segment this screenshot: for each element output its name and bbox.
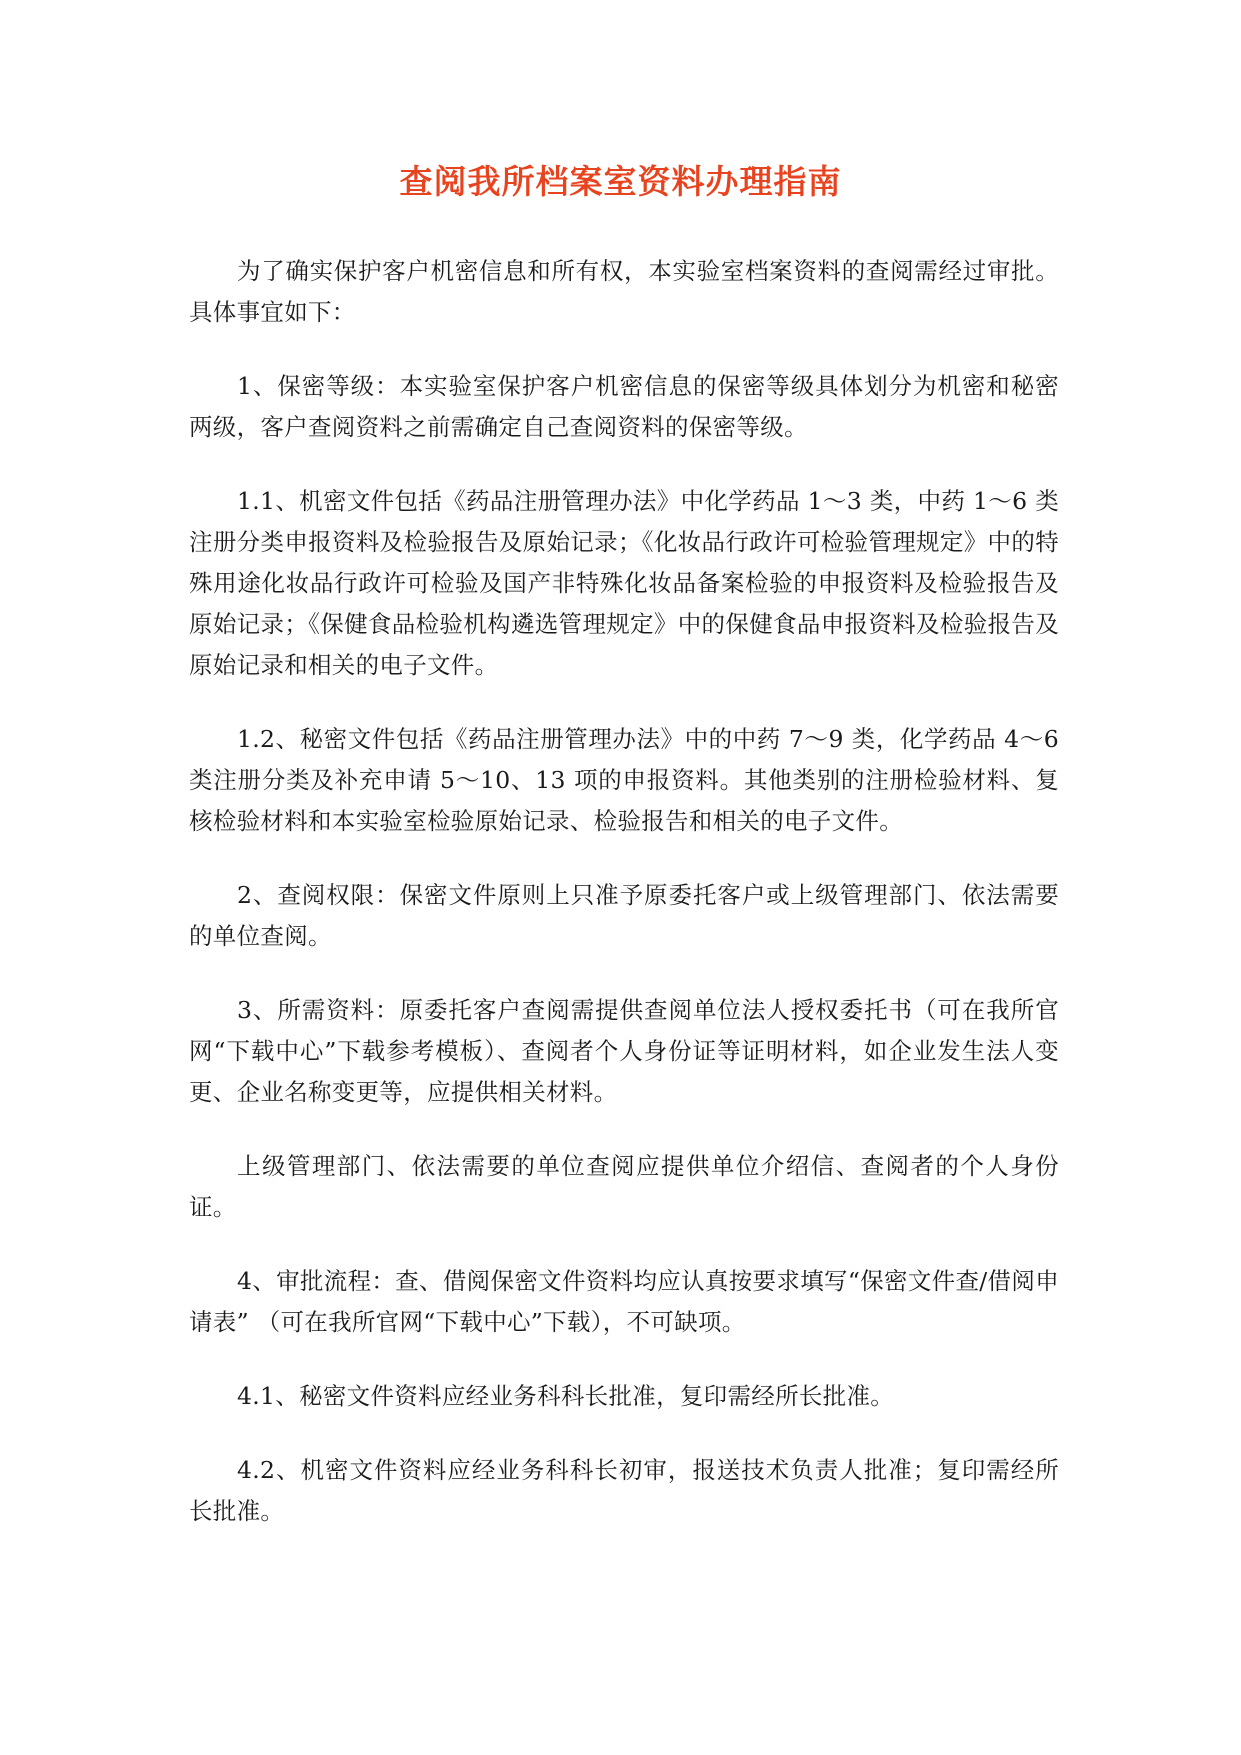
paragraph-secret-approval: 4.1、秘密文件资料应经业务科科长批准，复印需经所长批准。 (237, 1382, 895, 1410)
paragraph-required-materials: 3、所需资料：原委托客户查阅需提供查阅单位法人授权委托书（可在我所官网“下载中心”下载参考模板）、查阅者个人身份证等证明材料，如企业发生法人变更、企业名称变更等，应提供相关材料。 (189, 996, 1059, 1106)
paragraph-intro: 为了确实保护客户机密信息和所有权，本实验室档案资料的查阅需经过审批。具体事宜如下： (189, 257, 1059, 326)
paragraph-secret-files: 1.2、秘密文件包括《药品注册管理办法》中的中药 7～9 类，化学药品 4～6 类注册分类及补充申请 5～10、13 项的申报资料。其他类别的注册检验材料、复核检验材料和本实验室检验原始记录、检验报告和相关的电子文件。 (189, 725, 1059, 835)
document-body (189, 251, 1059, 1565)
paragraph-top-secret-files: 1.1、机密文件包括《药品注册管理办法》中化学药品 1～3 类，中药 1～6 类注册分类申报资料及检验报告及原始记录；《化妆品行政许可检验管理规定》中的特殊用途化妆品行政许可检验及国产非特殊化妆品备案检验的申报资料及检验报告及原始记录；《保健食品检验机构遴选管理规定》中的保健食品申报资料及检验报告及原始记录和相关的电子文件。 (189, 487, 1059, 679)
paragraph-approval-process: 4、审批流程：查、借阅保密文件资料均应认真按要求填写“保密文件查/借阅申请表” （可在我所官网“下载中心”下载），不可缺项。 (189, 1267, 1059, 1336)
document-title: 查阅我所档案室资料办理指南 (399, 162, 842, 201)
paragraph-access-rights: 2、查阅权限：保密文件原则上只准予原委托客户或上级管理部门、依法需要的单位查阅。 (189, 881, 1059, 950)
paragraph-top-secret-approval: 4.2、机密文件资料应经业务科科长初审，报送技术负责人批准；复印需经所长批准。 (189, 1456, 1059, 1525)
paragraph-confidentiality-level: 1、保密等级：本实验室保护客户机密信息的保密等级具体划分为机密和秘密两级，客户查阅资料之前需确定自己查阅资料的保密等级。 (189, 372, 1059, 441)
paragraph-authority-materials: 上级管理部门、依法需要的单位查阅应提供单位介绍信、查阅者的个人身份证。 (189, 1152, 1059, 1221)
